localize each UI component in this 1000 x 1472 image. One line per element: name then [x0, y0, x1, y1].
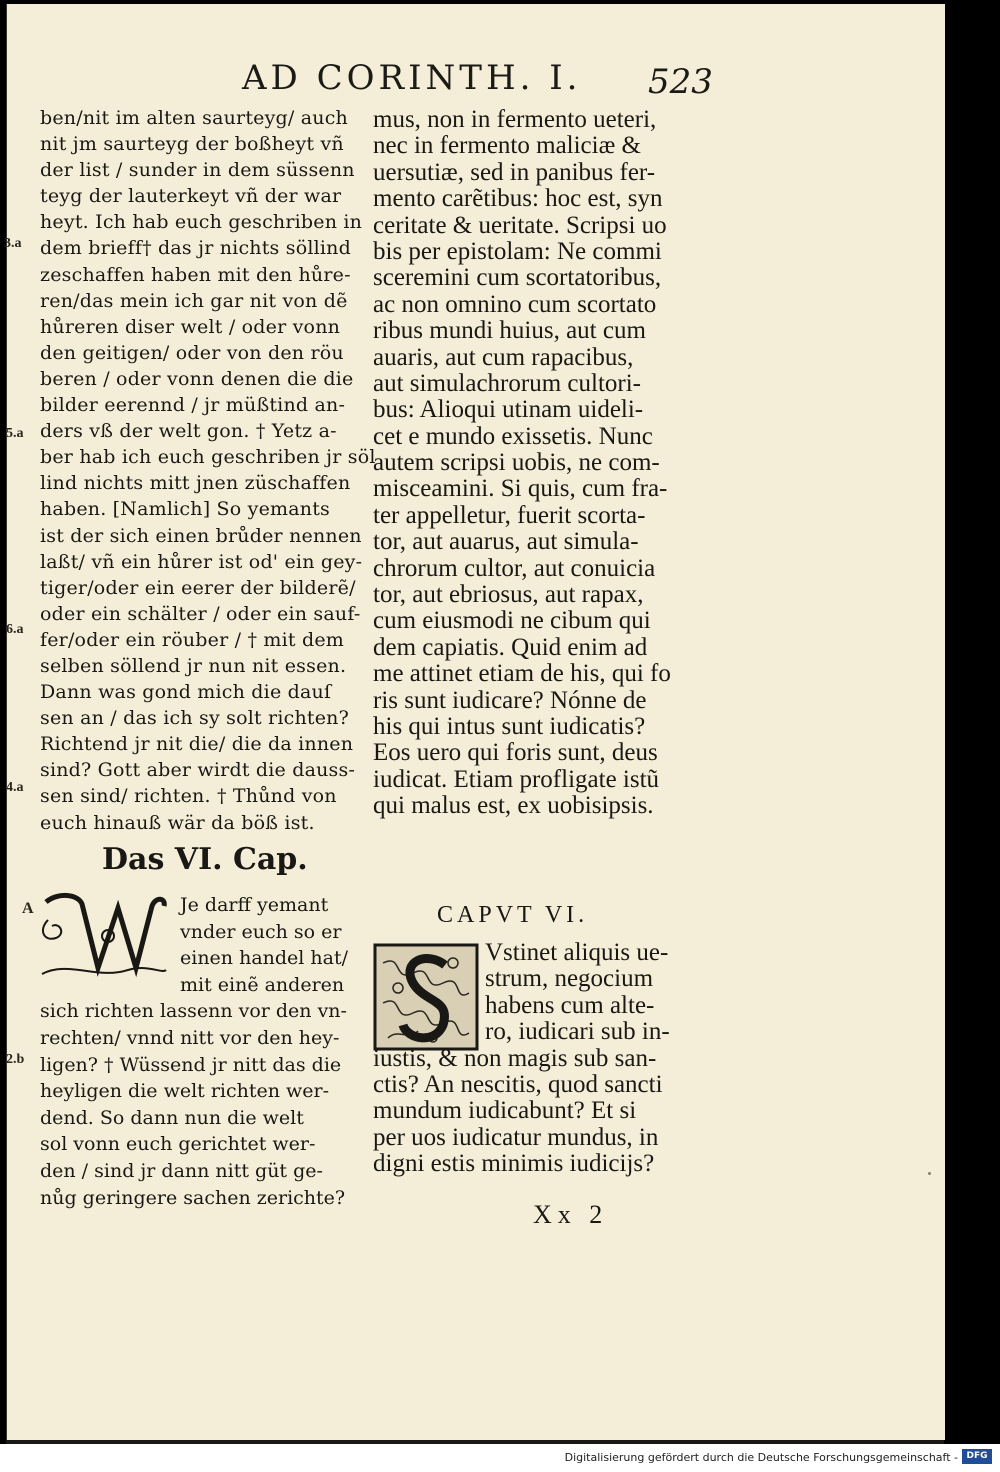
- margin-note: 3.a: [4, 236, 22, 251]
- german-chapter-heading: Das VI. Cap.: [102, 842, 308, 877]
- text-line: digni estis minimis iudicijs?: [373, 1150, 655, 1178]
- text-line: laßt/ vñ ein hůrer ist od' ein gey-: [40, 550, 363, 573]
- latin-chapter-text: [373, 940, 693, 1178]
- margin-note: 4.a: [6, 780, 24, 795]
- text-line: ders vß der welt gon. † Yetz a-: [40, 420, 337, 443]
- text-line: ber hab ich euch geschriben jr söl: [40, 446, 376, 469]
- text-line: oder ein schälter / oder ein sauf-: [40, 602, 361, 625]
- text-line: bis per epistolam: Ne commi: [373, 237, 662, 265]
- text-line: selben söllend jr nun nit essen.: [40, 654, 347, 677]
- text-line: Eos uero qui foris sunt, deus: [373, 739, 658, 767]
- text-line: euch hinauß wär da böß ist.: [40, 811, 315, 834]
- text-line: nůg geringere sachen zerichte?: [40, 1186, 346, 1209]
- text-line: habens cum alte-: [485, 991, 655, 1019]
- text-line: qui malus est, ex uobisipsis.: [373, 792, 654, 820]
- text-line: ist der sich einen brůder nennen: [40, 524, 362, 547]
- text-line: sen an / das ich sy solt richten?: [40, 707, 349, 730]
- text-line: per uos iudicatur mundus, in: [373, 1123, 659, 1151]
- text-line: tor, aut ebriosus, aut rapax,: [373, 581, 644, 609]
- text-line: sind? Gott aber wirdt die dauss-: [40, 759, 356, 782]
- margin-note: 5.a: [6, 426, 24, 441]
- margin-note: 2.b: [6, 1052, 25, 1067]
- text-line: rechten/ vnnd nitt vor den hey-: [40, 1026, 340, 1049]
- text-line: sceremini cum scortatoribus,: [373, 264, 662, 292]
- text-line: tiger/oder ein eerer der bilderẽ/: [40, 576, 356, 599]
- text-line: hůreren diser welt / oder vonn: [40, 315, 341, 338]
- text-line: ter appelletur, fuerit scorta-: [373, 501, 646, 529]
- text-line: mundum iudicabunt? Et si: [373, 1097, 637, 1125]
- latin-chapter-heading: CAPVT VI.: [437, 902, 589, 928]
- text-line: auaris, aut cum rapacibus,: [373, 343, 634, 371]
- text-line: den / sind jr dann nitt güt ge-: [40, 1159, 323, 1182]
- text-line: bilder eerennd / jr müßtind an-: [40, 394, 346, 417]
- text-line: ben/nit im alten saurteyg/ auch: [40, 107, 348, 129]
- running-title: AD CORINTH. I.: [242, 58, 582, 98]
- text-line: iustis, & non magis sub san-: [373, 1044, 657, 1072]
- text-line: autem scripsi uobis, ne com-: [373, 449, 660, 477]
- text-line: fer/oder ein röuber / † mit dem: [40, 628, 344, 651]
- text-line: lind nichts mitt jnen züschaffen: [40, 472, 351, 495]
- text-line: ribus mundi huius, aut cum: [373, 317, 646, 345]
- text-line: ro, iudicari sub in-: [485, 1018, 670, 1046]
- footer-bar: [0, 1444, 1000, 1472]
- text-line: Dann was gond mich die dauſ: [40, 681, 332, 704]
- text-line: mento carẽtibus: hoc est, syn: [373, 185, 663, 213]
- text-line: teyg der lauterkeyt vñ der war: [40, 185, 342, 208]
- margin-note: A: [22, 900, 34, 917]
- text-line: nit jm saurteyg der boßheyt vñ: [40, 133, 344, 156]
- margin-note: 6.a: [6, 622, 24, 637]
- text-line: dem brieff† das jr nichts söllind: [40, 237, 351, 260]
- text-line: bus: Alioqui utinam uideli-: [373, 396, 644, 424]
- text-line: ris sunt iudicare? Nónne de: [373, 686, 647, 714]
- text-line: tor, aut auarus, aut simula-: [373, 528, 639, 556]
- text-line: strum, negocium: [485, 965, 654, 993]
- text-line: sol vonn euch gerichtet wer-: [40, 1133, 316, 1156]
- text-line: ligen? † Wüssend jr nitt das die: [40, 1053, 342, 1076]
- text-line: zeschaffen haben mit den hůre-: [40, 263, 351, 286]
- german-chapter-text: [40, 892, 352, 1211]
- text-line: me attinet etiam de his, qui fo: [373, 660, 671, 688]
- text-line: haben. [Namlich] So yemants: [40, 498, 330, 521]
- text-line: mit einẽ anderen: [180, 973, 345, 996]
- text-line: dem capiatis. Quid enim ad: [373, 633, 648, 661]
- text-line: aut simulachrorum cultori-: [373, 369, 641, 397]
- text-line: beren / oder vonn denen die die: [40, 367, 354, 390]
- text-line: den geitigen/ oder von den röu: [40, 341, 344, 364]
- text-line: sen sind/ richten. † Thůnd von: [40, 785, 337, 808]
- text-line: ac non omnino cum scortato: [373, 290, 657, 318]
- text-line: nec in fermento maliciæ &: [373, 132, 641, 160]
- text-line: cet e mundo exissetis. Nunc: [373, 422, 653, 450]
- text-line: misceamini. Si quis, cum fra-: [373, 475, 668, 503]
- text-line: einen handel hat/: [180, 947, 349, 970]
- folio-number: 523: [648, 62, 713, 102]
- text-line: mus, non in fermento ueteri,: [373, 106, 657, 133]
- text-line: ceritate & ueritate. Scripsi uo: [373, 211, 667, 239]
- text-line: dend. So dann nun die welt: [40, 1106, 304, 1129]
- latin-column: [373, 107, 693, 820]
- footer-credit: Digitalisierung gefördert durch die Deutsche Forschungsgemeinschaft -: [564, 1451, 958, 1464]
- text-line: uersutiæ, sed in panibus fer-: [373, 158, 656, 186]
- text-line: sich richten lassenn vor den vn-: [40, 1000, 347, 1023]
- text-line: ren/das mein ich gar nit von dẽ: [40, 289, 348, 312]
- text-line: Richtend jr nit die/ die da innen: [40, 733, 354, 756]
- text-line: der list / sunder in dem süssenn: [40, 159, 355, 182]
- signature-mark: Xx 2: [533, 1200, 609, 1229]
- paper-speck: [928, 1172, 931, 1175]
- text-line: Je darff yemant: [180, 894, 329, 916]
- dfg-logo: DFG: [962, 1449, 992, 1464]
- german-column: [40, 105, 376, 836]
- text-line: vnder euch so er: [180, 920, 342, 943]
- text-line: his qui intus sunt iudicatis?: [373, 712, 646, 740]
- text-line: iudicat. Etiam profligate istũ: [373, 765, 660, 793]
- text-line: ctis? An nescitis, quod sancti: [373, 1070, 663, 1098]
- text-line: cum eiusmodi ne cibum qui: [373, 607, 651, 635]
- text-line: chrorum cultor, aut conuicia: [373, 554, 656, 582]
- text-line: Vstinet aliquis ue-: [485, 939, 669, 966]
- text-line: heyligen die welt richten wer-: [40, 1080, 330, 1103]
- text-line: heyt. Ich hab euch geschriben in: [40, 211, 363, 234]
